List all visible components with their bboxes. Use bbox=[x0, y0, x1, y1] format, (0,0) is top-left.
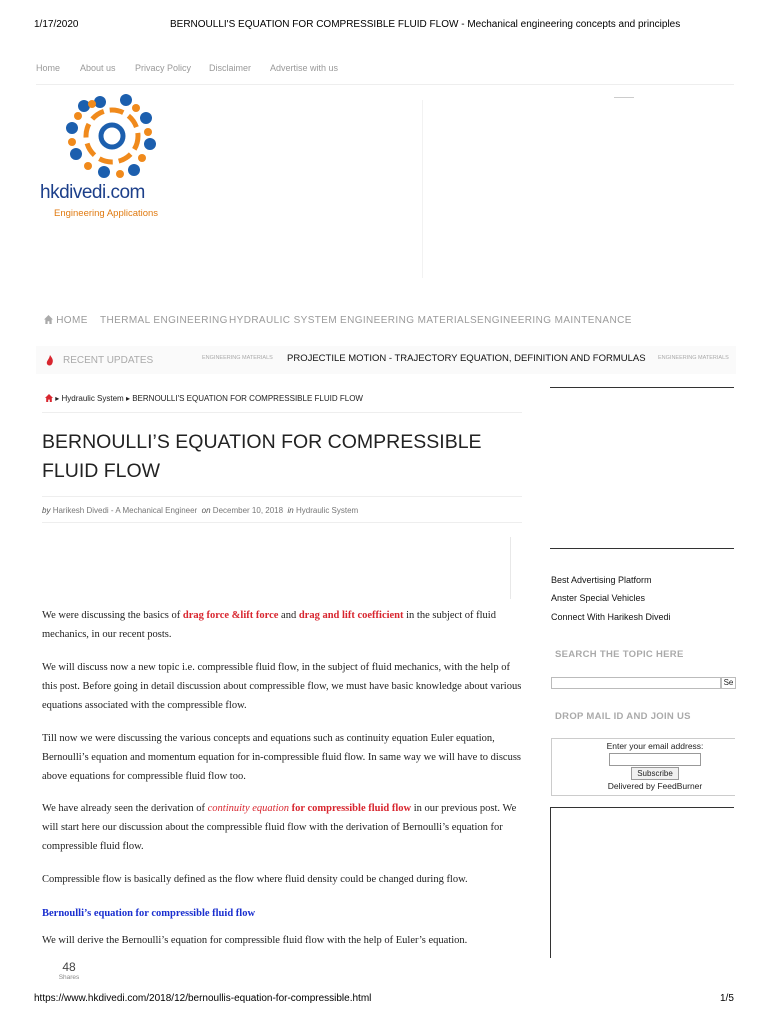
nav-thermal-engineering[interactable]: THERMAL ENGINEERING bbox=[100, 315, 228, 326]
nav-engineering-maintenance[interactable]: ENGINEERING MAINTENANCE bbox=[477, 315, 632, 326]
link-compressible-flow[interactable]: for compressible fluid flow bbox=[289, 803, 412, 814]
gear-chain-icon bbox=[64, 92, 160, 180]
meta-date: December 10, 2018 bbox=[212, 506, 284, 515]
ticker-tag[interactable]: ENGINEERING MATERIALS bbox=[658, 355, 729, 361]
divider bbox=[550, 807, 734, 808]
paragraph-text: and bbox=[278, 610, 299, 621]
link-drag-coefficient[interactable]: drag and lift coefficient bbox=[298, 610, 404, 621]
ticker-bar bbox=[36, 346, 736, 374]
top-nav-disclaimer[interactable]: Disclaimer bbox=[209, 63, 252, 73]
meta-category[interactable]: Hydraulic System bbox=[295, 506, 359, 515]
article-paragraph: Compressible flow is basically defined as the flow where fluid density could be changed during flow. bbox=[42, 874, 468, 885]
share-counter[interactable] bbox=[54, 960, 84, 981]
print-url: https://www.hkdivedi.com/2018/12/bernoullis-equation-for-compressible.html bbox=[34, 993, 372, 1004]
ad-slot bbox=[550, 388, 734, 548]
home-icon[interactable] bbox=[45, 394, 53, 402]
fire-icon bbox=[46, 355, 54, 366]
sidebar-link[interactable]: Connect With Harikesh Divedi bbox=[551, 612, 671, 622]
top-nav-advertise[interactable]: Advertise with us bbox=[270, 63, 339, 73]
divider bbox=[42, 496, 522, 497]
page-title: BERNOULLI’S EQUATION FOR COMPRESSIBLE FLUID FLOW bbox=[42, 431, 482, 482]
top-nav-about[interactable]: About us bbox=[80, 63, 116, 73]
divider bbox=[510, 537, 511, 599]
share-count: 48 bbox=[62, 960, 76, 974]
divider bbox=[614, 97, 634, 98]
meta-author[interactable]: Harikesh Divedi - A Mechanical Engineer bbox=[52, 506, 198, 515]
search-heading: SEARCH THE TOPIC HERE bbox=[555, 649, 684, 660]
nav-engineering-materials[interactable]: ENGINEERING MATERIALS bbox=[340, 315, 478, 326]
mail-heading: DROP MAIL ID AND JOIN US bbox=[555, 711, 691, 722]
link-continuity-equation[interactable]: continuity equation bbox=[207, 803, 289, 814]
breadcrumb-category[interactable]: Hydraulic System bbox=[61, 394, 124, 403]
print-date: 1/17/2020 bbox=[34, 19, 79, 30]
article-paragraph: Till now we were discussing the various concepts and equations such as continuity equation Euler equation, Bernoulli’s equation and momentum equation for in-compressible fluid flow. In same way we will have to discuss above equations for compressible fluid flow too. bbox=[42, 733, 522, 782]
section-heading: Bernoulli’s equation for compressible fluid flow bbox=[42, 908, 256, 919]
paragraph-text: in the subject of fluid mechanics, in our recent posts. bbox=[42, 610, 496, 640]
breadcrumb-current: BERNOULLI'S EQUATION FOR COMPRESSIBLE FLUID FLOW bbox=[132, 394, 363, 403]
sidebar-link[interactable]: Anster Special Vehicles bbox=[551, 593, 646, 603]
email-label: Enter your email address: bbox=[606, 741, 704, 751]
meta-in: in bbox=[287, 506, 294, 515]
site-logo[interactable] bbox=[40, 92, 180, 227]
divider bbox=[42, 412, 522, 413]
home-icon bbox=[44, 315, 53, 324]
paragraph-text: We were discussing the basics of bbox=[42, 610, 183, 621]
email-field[interactable] bbox=[609, 753, 701, 766]
article-paragraph bbox=[42, 606, 522, 644]
logo-name: hkdivedi.com bbox=[40, 182, 145, 203]
meta-on: on bbox=[201, 506, 211, 515]
share-label: Shares bbox=[58, 974, 80, 981]
main-nav bbox=[44, 315, 734, 329]
ticker-tag[interactable]: ENGINEERING MATERIALS bbox=[202, 355, 273, 361]
feedburner-box bbox=[551, 738, 735, 796]
nav-home-label: HOME bbox=[56, 315, 88, 326]
divider bbox=[550, 808, 551, 958]
feedburner-credit[interactable]: Delivered by FeedBurner bbox=[607, 781, 703, 791]
divider bbox=[422, 100, 423, 278]
paragraph-text: We have already seen the derivation of bbox=[42, 803, 208, 814]
breadcrumb bbox=[45, 394, 363, 403]
chevron-right-icon: ▸ bbox=[55, 394, 60, 403]
top-nav-home[interactable]: Home bbox=[36, 63, 61, 73]
print-title: BERNOULLI'S EQUATION FOR COMPRESSIBLE FLUID FLOW - Mechanical engineering concepts and principles bbox=[170, 19, 681, 30]
print-page-number: 1/5 bbox=[720, 993, 734, 1004]
search-input[interactable] bbox=[551, 677, 721, 689]
sidebar-link[interactable]: Best Advertising Platform bbox=[551, 575, 652, 585]
subscribe-button[interactable]: Subscribe bbox=[631, 767, 679, 780]
logo-tagline: Engineering Applications bbox=[54, 208, 159, 219]
top-nav-privacy[interactable]: Privacy Policy bbox=[135, 63, 192, 73]
top-nav bbox=[36, 63, 736, 75]
paragraph-text: in our previous post. We will start here our discussion about the compressible fluid flow with the derivation of Bernoulli’s equation for compressible fluid flow. bbox=[42, 803, 517, 852]
post-meta bbox=[42, 506, 358, 515]
divider bbox=[36, 84, 734, 85]
divider bbox=[550, 548, 734, 549]
meta-by: by bbox=[42, 506, 51, 515]
link-drag-force[interactable]: drag force &lift force bbox=[182, 610, 279, 621]
ticker-label: RECENT UPDATES bbox=[63, 355, 154, 366]
chevron-right-icon: ▸ bbox=[125, 394, 130, 403]
ticker-headline[interactable]: PROJECTILE MOTION - TRAJECTORY EQUATION, DEFINITION AND FORMULAS bbox=[287, 353, 646, 364]
nav-home[interactable] bbox=[44, 315, 88, 326]
article-paragraph bbox=[42, 799, 522, 856]
article-paragraph: We will discuss now a new topic i.e. compressible fluid flow, in the subject of fluid mechanics, with the help of this post. Before going in detail discussion about compressible flow, we must have basic knowledge about various equations associated with the compressible flow. bbox=[42, 662, 522, 711]
divider bbox=[42, 522, 522, 523]
nav-hydraulic-system[interactable]: HYDRAULIC SYSTEM bbox=[229, 315, 338, 326]
article-paragraph: We will derive the Bernoulli’s equation for compressible fluid flow with the help of Euler’s equation. bbox=[42, 935, 468, 946]
search-button[interactable]: Se bbox=[721, 677, 736, 689]
